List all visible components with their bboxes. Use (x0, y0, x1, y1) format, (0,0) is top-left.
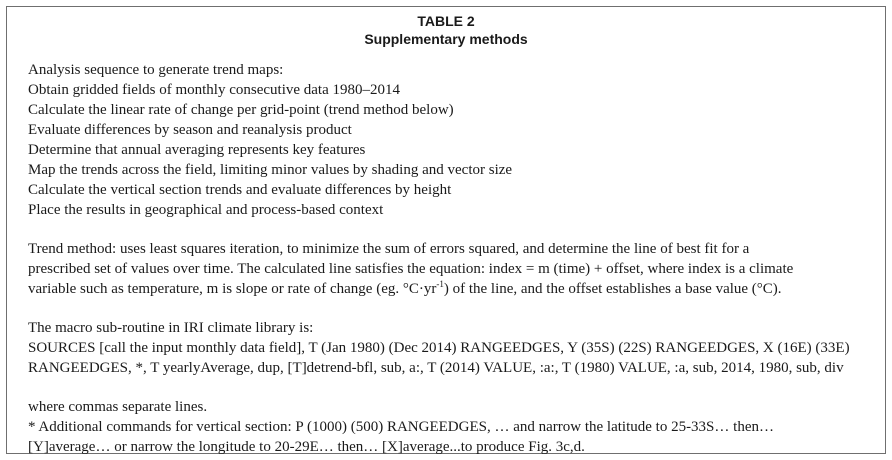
macro-code-line: SOURCES [call the input monthly data field], T (Jan 1980) (Dec 2014) RANGEEDGES, Y (35S) (22S) RANGEEDGES, X (16E) (33E) (28, 340, 850, 356)
analysis-step: Calculate the linear rate of change per grid-point (trend method below) (28, 102, 454, 118)
trend-method-line: prescribed set of values over time. The calculated line satisfies the equation: index = m (time) + offset, where index is a climate (28, 261, 794, 277)
vertical-section-note: [Y]average… or narrow the longitude to 20-29E… then… [X]average...to produce Fig. 3c,d. (28, 439, 585, 455)
trend-method-text: ) of the line, and the offset establishes a base value (°C). (443, 281, 782, 297)
macro-code-line: RANGEEDGES, *, T yearlyAverage, dup, [T]detrend-bfl, sub, a:, T (2014) VALUE, :a:, T (1980) VALUE, :a, sub, 2014, 1980, sub, div (28, 360, 844, 376)
macro-intro: The macro sub-routine in IRI climate library is: (28, 320, 314, 336)
analysis-step: Map the trends across the field, limiting minor values by shading and vector size (28, 162, 513, 178)
table-frame (6, 6, 886, 454)
trend-method-line (28, 279, 875, 299)
paragraph-gap (28, 220, 875, 239)
unit-exponent: -1 (436, 279, 444, 289)
analysis-step: Evaluate differences by season and reanalysis product (28, 122, 352, 138)
trend-method-text: variable such as temperature, m is slope or rate of change (eg. °C·yr (28, 281, 437, 297)
trend-method-line: Trend method: uses least squares iteration, to minimize the sum of errors squared, and determine the line of best fit for a (28, 241, 750, 257)
commas-note: where commas separate lines. (28, 399, 208, 415)
analysis-step: Place the results in geographical and process-based context (28, 202, 384, 218)
analysis-heading: Analysis sequence to generate trend maps: (28, 62, 284, 78)
analysis-step: Obtain gridded fields of monthly consecutive data 1980–2014 (28, 82, 401, 98)
table-label: TABLE 2 (417, 13, 475, 29)
paragraph-gap (28, 299, 875, 318)
table-body (28, 60, 875, 457)
paragraph-gap (28, 378, 875, 397)
vertical-section-note: * Additional commands for vertical section: P (1000) (500) RANGEEDGES, … and narrow the latitude to 25-33S… then… (28, 419, 774, 435)
table-title: Supplementary methods (364, 31, 528, 47)
analysis-step: Determine that annual averaging represents key features (28, 142, 366, 158)
analysis-step: Calculate the vertical section trends and evaluate differences by height (28, 182, 452, 198)
